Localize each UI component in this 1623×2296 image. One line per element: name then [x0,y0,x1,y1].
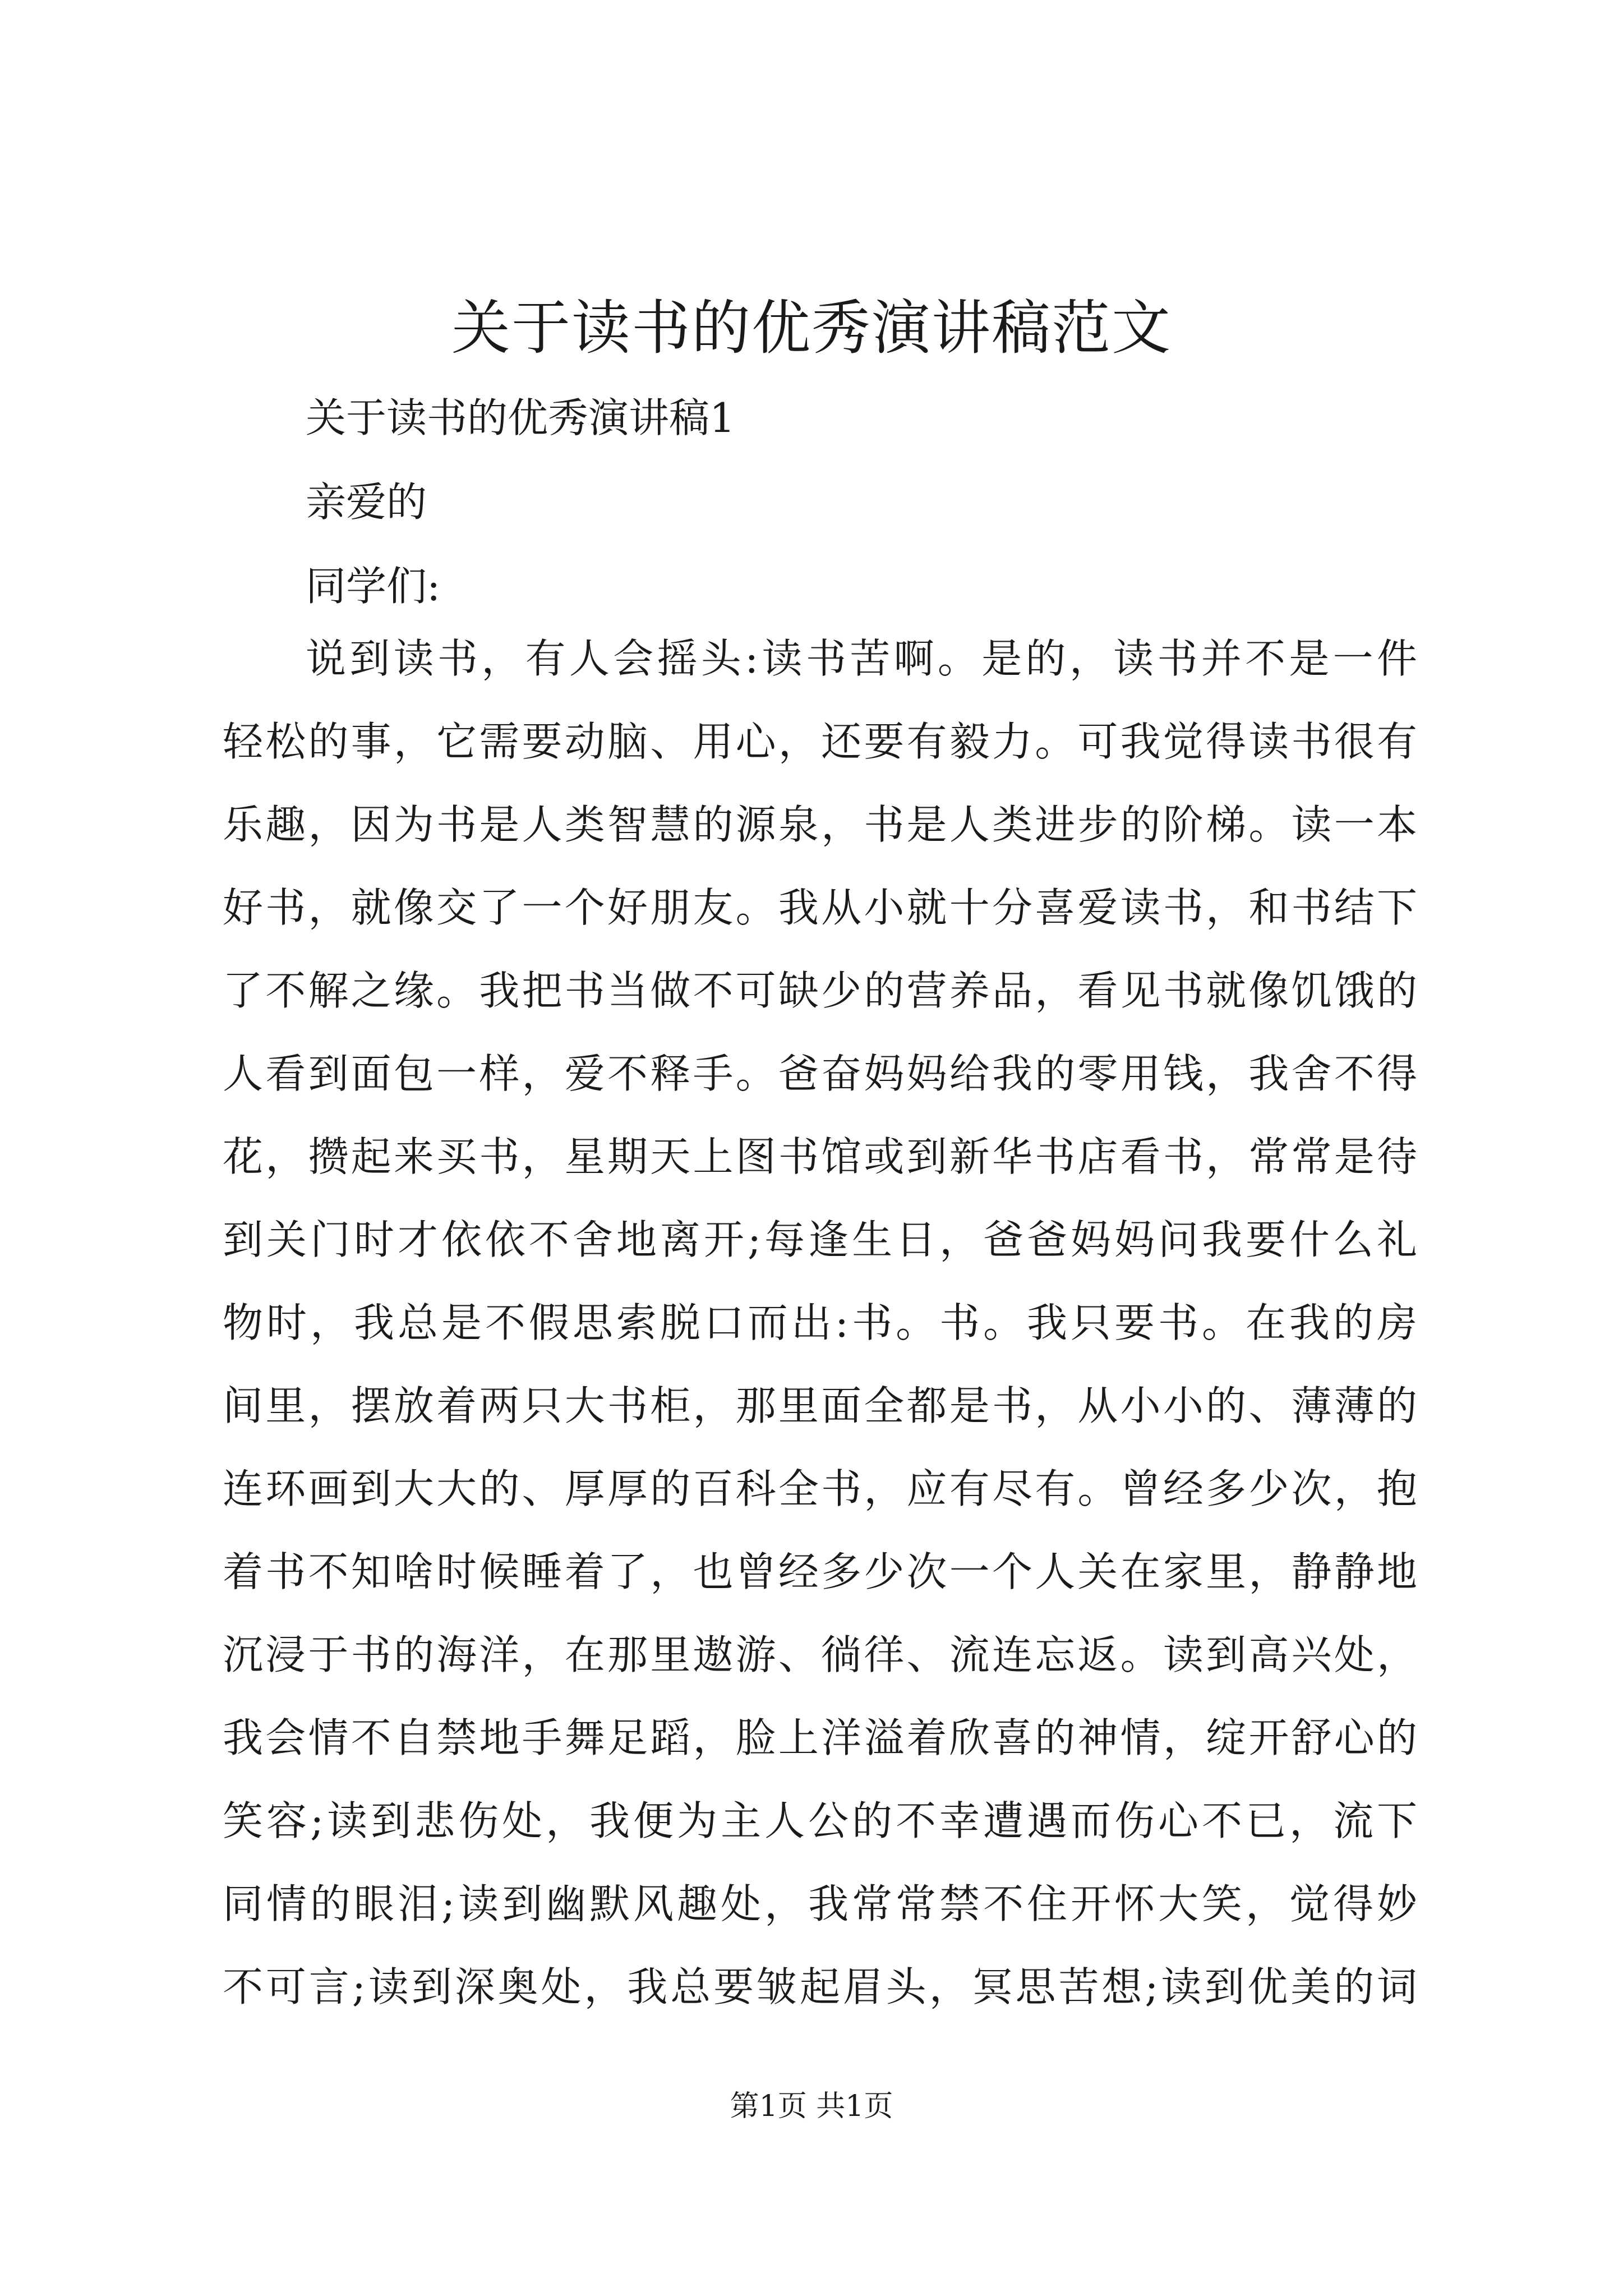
body-line: 乐趣，因为书是人类智慧的源泉，书是人类进步的阶梯。读一本 [223,801,1417,848]
salutation-line-2: 同学们: [306,563,441,610]
body-line: 同情的眼泪;读到幽默风趣处，我常常禁不住开怀大笑，觉得妙 [223,1880,1417,1927]
salutation-line-1: 亲爱的 [306,478,427,526]
body-line: 连环画到大大的、厚厚的百科全书，应有尽有。曾经多少次，抱 [223,1465,1417,1512]
body-line: 轻松的事，它需要动脑、用心，还要有毅力。可我觉得读书很有 [223,718,1417,765]
body-line: 人看到面包一样，爱不释手。爸奋妈妈给我的零用钱，我舍不得 [223,1050,1417,1097]
body-line: 花，攒起来买书，星期天上图书馆或到新华书店看书，常常是待 [223,1133,1417,1180]
document-title: 关于读书的优秀演讲稿范文 [451,294,1172,362]
body-line: 了不解之缘。我把书当做不可缺少的营养品，看见书就像饥饿的 [223,967,1417,1014]
body-line: 沉浸于书的海洋，在那里遨游、徜徉、流连忘返。读到高兴处， [223,1631,1417,1678]
body-text [223,617,1417,2028]
page-footer: 第1页 共1页 [730,2090,893,2123]
body-line: 说到读书，有人会摇头:读书苦啊。是的，读书并不是一件 [306,635,1417,682]
speech-subtitle: 关于读书的优秀演讲稿1 [306,394,735,441]
body-line: 笑容;读到悲伤处，我便为主人公的不幸遭遇而伤心不已，流下 [223,1797,1417,1844]
body-line: 物时，我总是不假思索脱口而出:书。书。我只要书。在我的房 [223,1299,1417,1346]
body-line: 间里，摆放着两只大书柜，那里面全都是书，从小小的、薄薄的 [223,1382,1417,1429]
body-line: 好书，就像交了一个好朋友。我从小就十分喜爱读书，和书结下 [223,884,1417,931]
body-line: 不可言;读到深奥处，我总要皱起眉头，冥思苦想;读到优美的词 [223,1963,1417,2010]
body-line: 着书不知啥时候睡着了，也曾经多少次一个人关在家里，静静地 [223,1548,1417,1595]
body-line: 我会情不自禁地手舞足蹈，脸上洋溢着欣喜的神情，绽开舒心的 [223,1714,1417,1761]
body-line: 到关门时才依依不舍地离开;每逢生日，爸爸妈妈问我要什么礼 [223,1216,1417,1263]
